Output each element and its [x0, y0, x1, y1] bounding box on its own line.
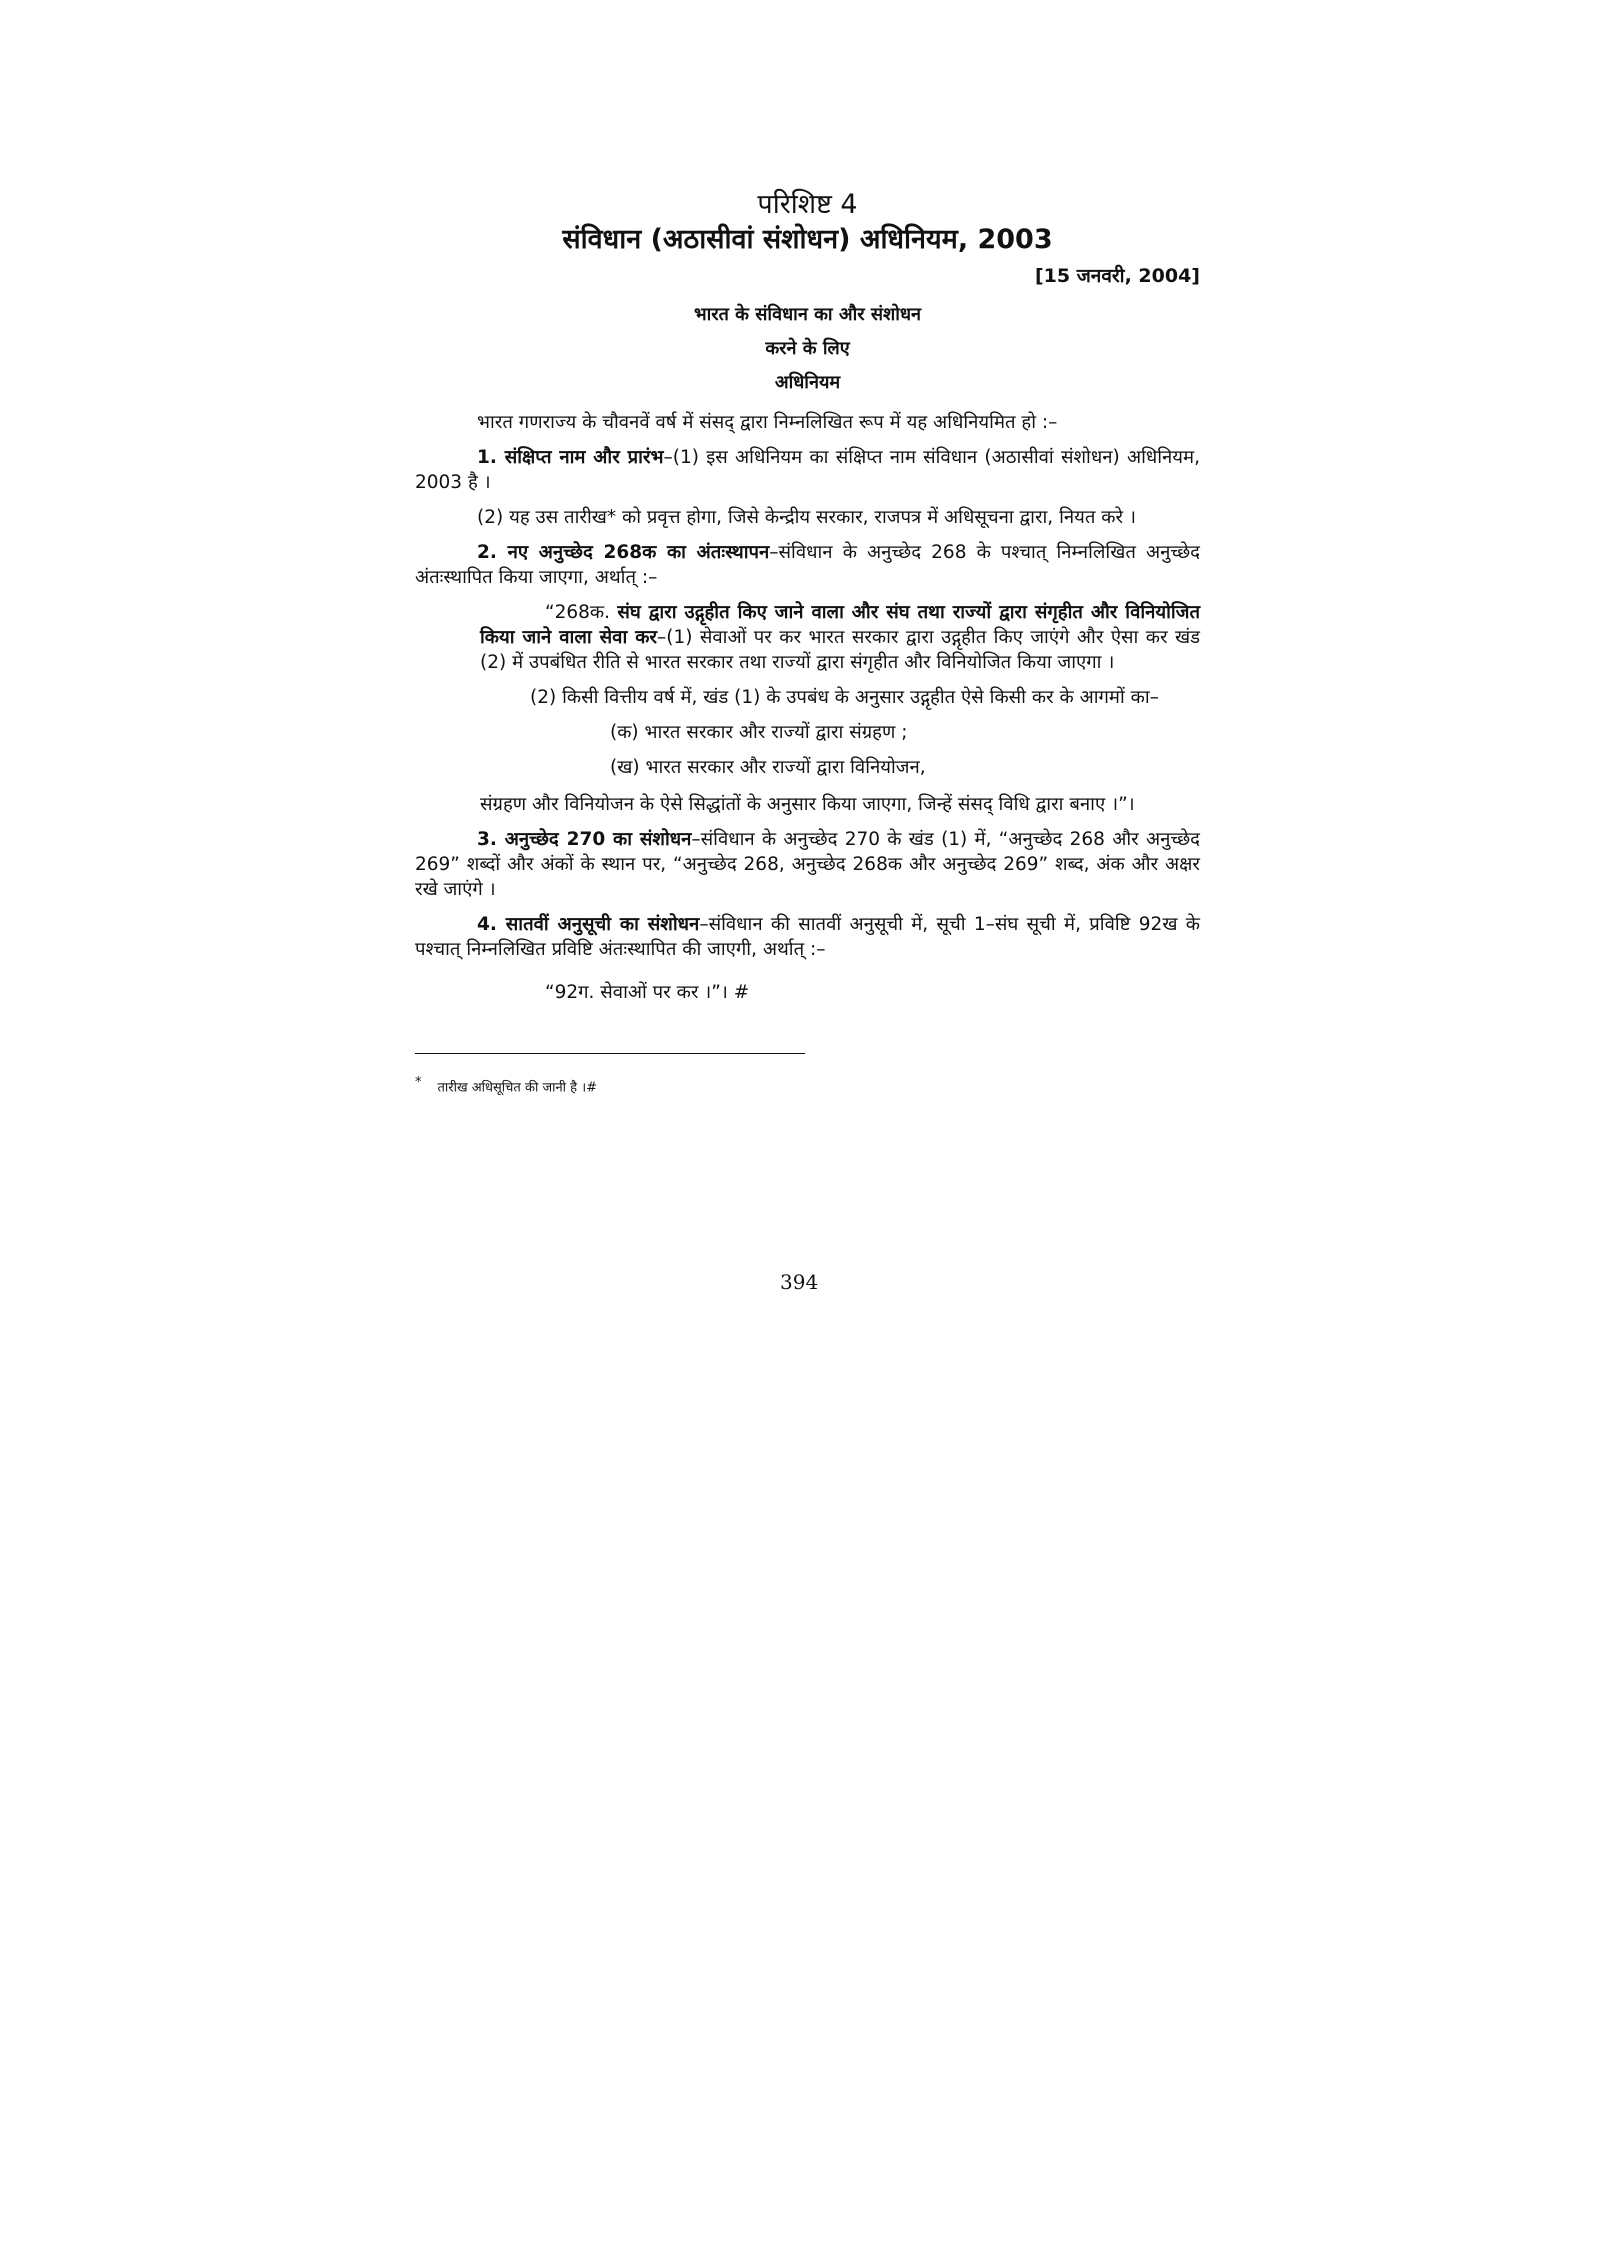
section-1-text: –(1) इस अधिनियम का संक्षिप्त नाम संविधान (अठासीवां संशोधन) अधिनियम, 2003 है । — [415, 447, 1200, 493]
act-subtitle-line-1: भारत के संविधान का और संशोधन — [693, 304, 922, 325]
act-title: संविधान (अठासीवां संशोधन) अधिनियम, 2003 — [562, 224, 1053, 255]
appendix-label: परिशिष्ट 4 — [757, 189, 858, 220]
article-268a-heading: संघ द्वारा उद्गृहीत किए जाने वाला और संघ तथा राज्यों द्वारा संगृहीत और विनियोजित किया जाने वाला सेवा कर — [480, 602, 1200, 648]
article-268a-number: “268क. — [545, 602, 618, 623]
enacting-clause: भारत गणराज्य के चौवनवें वर्ष में संसद् द्वारा निम्नलिखित रूप में यह अधिनियमित हो :– — [477, 412, 1058, 433]
footnote-text: तारीख अधिसूचित की जानी है ।# — [437, 1080, 598, 1096]
section-4 — [415, 912, 1200, 962]
section-4-heading: 4. सातवीं अनुसूची का संशोधन — [477, 914, 700, 935]
footnote-divider — [415, 1053, 805, 1054]
act-date: [15 जनवरी, 2004] — [1034, 265, 1200, 287]
section-3-heading: 3. अनुच्छेद 270 का संशोधन — [477, 829, 692, 850]
footnote-marker: * — [415, 1075, 422, 1090]
section-1 — [415, 445, 1200, 495]
section-2-text: –संविधान के अनुच्छेद 268 के पश्चात् निम्नलिखित अनुच्छेद अंतःस्थापित किया जाएगा, अर्थात् :– — [415, 542, 1200, 588]
section-3-text: –संविधान के अनुच्छेद 270 के खंड (1) में, “अनुच्छेद 268 और अनुच्छेद 269” शब्दों और अंकों के स्थान पर, “अनुच्छेद 268, अनुच्छेद 268क और अनुच्छेद 269” शब्द, अंक और अक्षर रखे जाएंगे । — [415, 829, 1200, 900]
article-268a-text: –(1) सेवाओं पर कर भारत सरकार द्वारा उद्गृहीत किए जाएंगे और ऐसा कर खंड (2) में उपबंधित रीति से भारत सरकार तथा राज्यों द्वारा संगृहीत और विनियोजित किया जाएगा । — [480, 627, 1200, 673]
sub-item-kha: (ख) भारत सरकार और राज्यों द्वारा विनियोजन, — [610, 757, 926, 778]
section-2-heading: 2. नए अनुच्छेद 268क का अंतःस्थापन — [477, 542, 770, 563]
act-subtitle-line-2: करने के लिए — [765, 338, 850, 359]
footnote — [415, 1074, 1200, 1097]
act-subtitle-line-3: अधिनियम — [774, 372, 841, 393]
section-4-text: –संविधान की सातवीं अनुसूची में, सूची 1–संघ सूची में, प्रविष्टि 92ख के पश्चात् निम्नलिखित प्रविष्टि अंतःस्थापित की जाएगी, अर्थात् :– — [415, 914, 1200, 960]
article-268a — [480, 600, 1200, 675]
sub-item-ka: (क) भारत सरकार और राज्यों द्वारा संग्रहण ; — [610, 722, 908, 743]
article-268a-clause-2: (2) किसी वित्तीय वर्ष में, खंड (1) के उपबंध के अनुसार उद्गृहीत ऐसे किसी कर के आगमों का– — [530, 687, 1159, 708]
page-number: 394 — [780, 1270, 819, 1294]
document-page — [415, 188, 1200, 1097]
article-268a-continuation: संग्रहण और विनियोजन के ऐसे सिद्धांतों के अनुसार किया जाएगा, जिन्हें संसद् विधि द्वारा बनाए ।”। — [480, 794, 1135, 815]
section-1-heading: 1. संक्षिप्त नाम और प्रारंभ — [477, 447, 664, 468]
section-1-clause-2: (2) यह उस तारीख* को प्रवृत्त होगा, जिसे केन्द्रीय सरकार, राजपत्र में अधिसूचना द्वारा, नियत करे । — [477, 507, 1136, 528]
entry-92g: “92ग. सेवाओं पर कर ।”। # — [545, 982, 750, 1003]
section-3 — [415, 827, 1200, 902]
section-2 — [415, 540, 1200, 590]
